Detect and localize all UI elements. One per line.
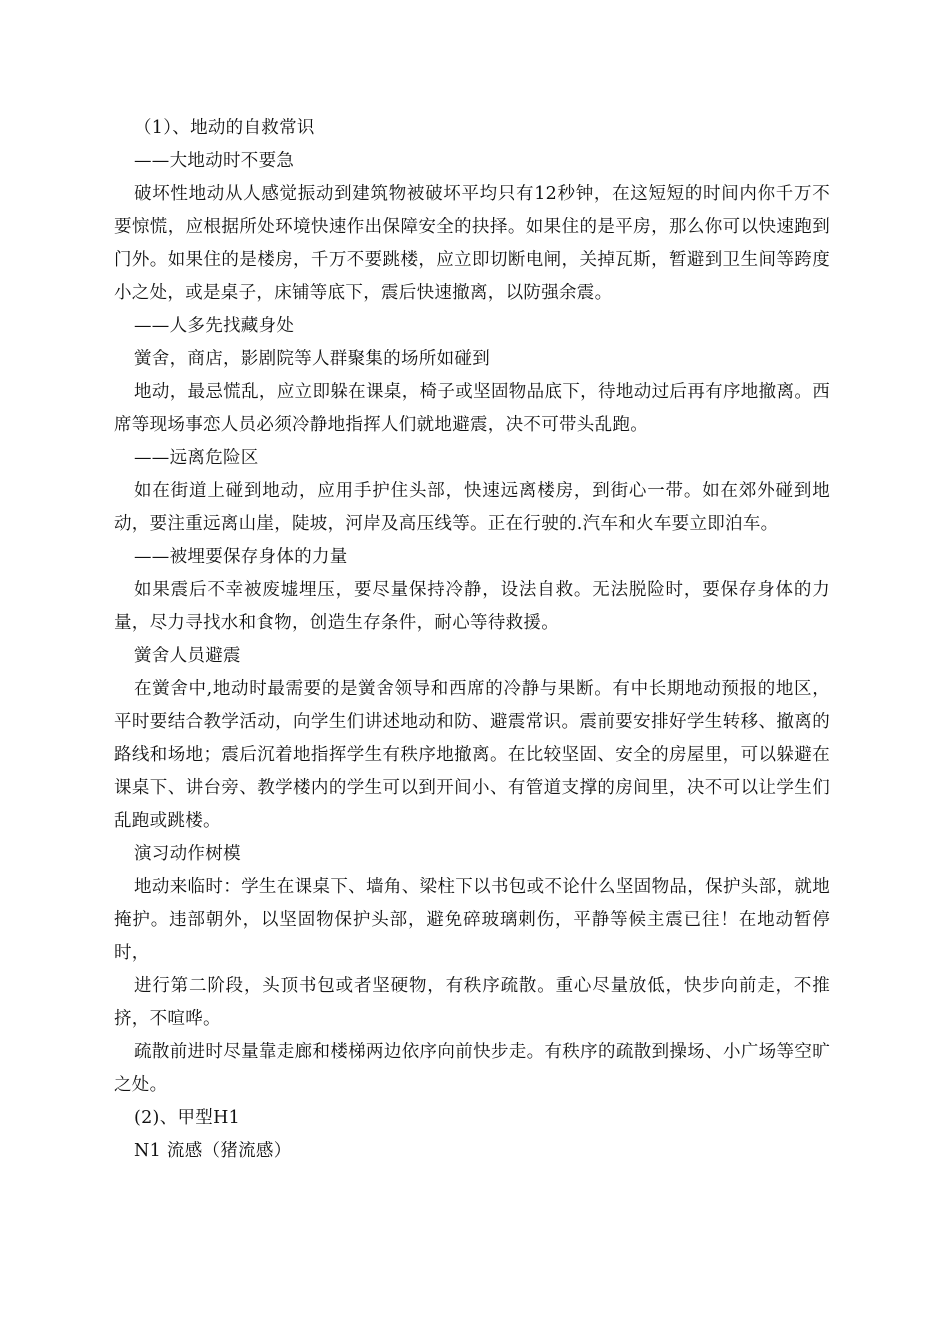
subheading-danger-zone: ——远离危险区 [134, 448, 259, 468]
paragraph-second-stage: 进行第二阶段，头顶书包或者坚硬物，有秩序疏散。重心尽量放低，快步向前走，不推挤，不喧哗。 [114, 976, 830, 1029]
subheading-dont-panic: ——大地动时不要急 [134, 151, 295, 171]
paragraph-school-shelter: 在黉舍中,地动时最需要的是黉舍领导和西席的冷静与果断。有中长期地动预报的地区，平时要结合教学活动，向学生们讲述地动和防、避震常识。震前要安排好学生转移、撤离的路线和场地；震后沉着地指挥学生有秩序地撤离。在比较坚固、安全的房屋里，可以躲避在课桌下、讲台旁、教学楼内的学生可以到开间小、有管道支撑的房间里，决不可以让学生们乱跑或跳楼。 [114, 679, 830, 831]
paragraph-crowded-places: 地动，最忌慌乱，应立即躲在课桌，椅子或坚固物品底下，待地动过后再有序地撤离。西席等现场事恋人员必须冷静地指挥人们就地避震，决不可带头乱跑。 [114, 382, 830, 435]
paragraph-trapped: 如果震后不幸被废墟埋压，要尽量保持冷静，设法自救。无法脱险时，要保存身体的力量，尽力寻找水和食物，创造生存条件，耐心等待救援。 [114, 580, 830, 633]
section-heading-swine-flu: N1 流感（猪流感） [134, 1141, 292, 1161]
document-body [114, 112, 830, 1168]
section-heading-h1n1: (2)、甲型H1 [134, 1108, 241, 1128]
paragraph-danger-zone: 如在街道上碰到地动，应用手护住头部，快速远离楼房，到街心一带。如在郊外碰到地动，要注重远离山崖，陡坡，河岸及高压线等。正在行驶的.汽车和火车要立即泊车。 [114, 481, 830, 534]
subheading-crowded-places: ——人多先找藏身处 [134, 316, 295, 336]
paragraph-crowded-places-intro: 黉舍，商店，影剧院等人群聚集的场所如碰到 [134, 349, 490, 369]
paragraph-dont-panic: 破坏性地动从人感觉振动到建筑物被破坏平均只有12秒钟，在这短短的时间内你千万不要惊慌，应根据所处环境快速作出保障安全的抉择。如果住的是平房，那么你可以快速跑到门外。如果住的是楼房，千万不要跳楼，应立即切断电闸，关掉瓦斯，暂避到卫生间等跨度小之处，或是桌子，床铺等底下，震后快速撤离，以防强余震。 [114, 184, 830, 303]
subheading-trapped: ——被埋要保存身体的力量 [134, 547, 348, 567]
subheading-school-shelter: 黉舍人员避震 [134, 646, 241, 666]
paragraph-evacuation: 疏散前进时尽量靠走廊和楼梯两边依序向前快步走。有秩序的疏散到操场、小广场等空旷之处。 [114, 1042, 830, 1095]
subheading-drill-demo: 演习动作树模 [134, 844, 241, 864]
section-heading-earthquake-self-rescue: （1）、地动的自救常识 [134, 118, 315, 138]
paragraph-drill-demo: 地动来临时：学生在课桌下、墙角、梁柱下以书包或不论什么坚固物品，保护头部，就地掩护。违部朝外，以坚固物保护头部，避免碎玻璃刺伤，平静等候主震已往！在地动暂停时， [114, 877, 830, 963]
